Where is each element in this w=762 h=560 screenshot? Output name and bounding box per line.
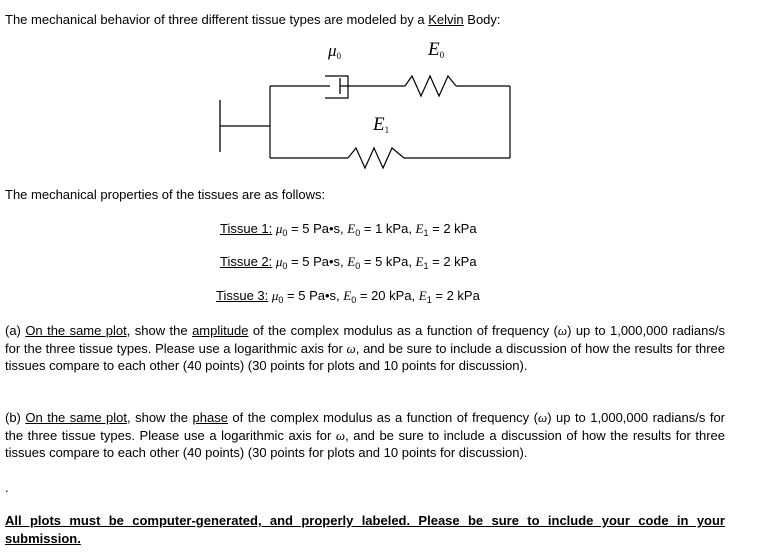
- spring-e0: [405, 76, 456, 96]
- tissue-1-name: Tissue 1:: [220, 221, 273, 236]
- intro-text: The mechanical behavior of three different tissue types are modeled by a: [5, 12, 429, 27]
- e0-label: $E_0$: [428, 39, 445, 60]
- part-a-text-4: , and be sure to include a discussion of how the results for three tissues compare to each other (40 points) (30 points for plots and 10 points for discussion).: [5, 340, 725, 373]
- e1-label: $E_1$: [373, 114, 390, 135]
- properties-heading: The mechanical properties of the tissues are as follows:: [5, 187, 326, 202]
- tissue-2-mu: = 5 Pa•s,: [287, 254, 348, 269]
- dashpot-cylinder: [325, 76, 348, 98]
- part-a-text-1: , show the: [126, 323, 193, 338]
- tissue-3-name: Tissue 3:: [216, 288, 269, 303]
- part-b-paragraph: [5, 409, 725, 462]
- part-b-same-plot: On the same plot: [25, 410, 127, 425]
- part-a-omega-2: ω: [346, 340, 356, 356]
- tissue-3-line: Tissue 3: $\mu_0 = 5$ Pa•s, $E_0 = 20$ kPa, $E_1 = 2$ kPa: [216, 288, 480, 305]
- kelvin-term: Kelvin: [428, 12, 464, 27]
- tissue-3-mu: = 5 Pa•s,: [283, 288, 344, 303]
- tissue-2-e1: = 2 kPa: [432, 254, 477, 269]
- tissue-1-line: Tissue 1: $\mu_0 = 5$ Pa•s, $E_0 = 1$ kPa, $E_1 = 2$ kPa: [220, 221, 477, 238]
- part-b-keyword: phase: [192, 410, 228, 425]
- part-b-text-4: , and be sure to include a discussion of how the results for three tissues compare to each other (40 points) (30 points for plots and 10 points for discussion).: [5, 427, 726, 460]
- part-a-text-3: ) up to 1,000,000 radians/s for the three tissue types. Please use a logarithmic axis for: [5, 323, 725, 356]
- part-b-omega-2: ω: [335, 427, 346, 443]
- part-b-text-3: ) up to 1,000,000 radians/s for the three tissue types. Please use a logarithmic axis for: [5, 410, 725, 443]
- part-a-same-plot: On the same plot: [25, 323, 127, 338]
- intro-line: [5, 12, 501, 28]
- part-b-prefix: (b): [5, 410, 26, 425]
- part-a-omega: ω: [557, 323, 568, 338]
- part-b-omega: ω: [538, 410, 548, 425]
- intro-suffix: Body:: [463, 12, 501, 27]
- tissue-2-line: Tissue 2: $\mu_0 = 5$ Pa•s, $E_0 = 5$ kPa, $E_1 = 2$ kPa: [220, 254, 477, 271]
- part-a-prefix: (a): [5, 323, 26, 338]
- kelvin-body-diagram: [200, 40, 520, 170]
- submission-note: All plots must be computer-generated, and properly labeled. Please be sure to include your code in your submission.: [5, 513, 725, 546]
- spring-e1: [348, 148, 404, 168]
- tissue-2-e0: = 5 kPa,: [363, 254, 416, 269]
- tissue-1-e1: = 2 kPa: [432, 221, 477, 236]
- part-a-text-2: of the complex modulus as a function of frequency (: [248, 323, 558, 338]
- part-b-text-1: , show the: [127, 410, 193, 425]
- stray-mark: .: [5, 480, 9, 495]
- tissue-2-name: Tissue 2:: [220, 254, 273, 269]
- tissue-1-e0: = 1 kPa,: [363, 221, 416, 236]
- tissue-3-e1: = 2 kPa: [435, 288, 480, 303]
- tissue-3-e0: = 20 kPa,: [359, 288, 419, 303]
- part-a-keyword: amplitude: [192, 323, 249, 338]
- mu0-label: $\mu_0$: [328, 41, 342, 61]
- part-b-text-2: of the complex modulus as a function of frequency (: [227, 410, 538, 425]
- tissue-1-mu: = 5 Pa•s,: [287, 221, 348, 236]
- part-a-paragraph: [5, 322, 725, 375]
